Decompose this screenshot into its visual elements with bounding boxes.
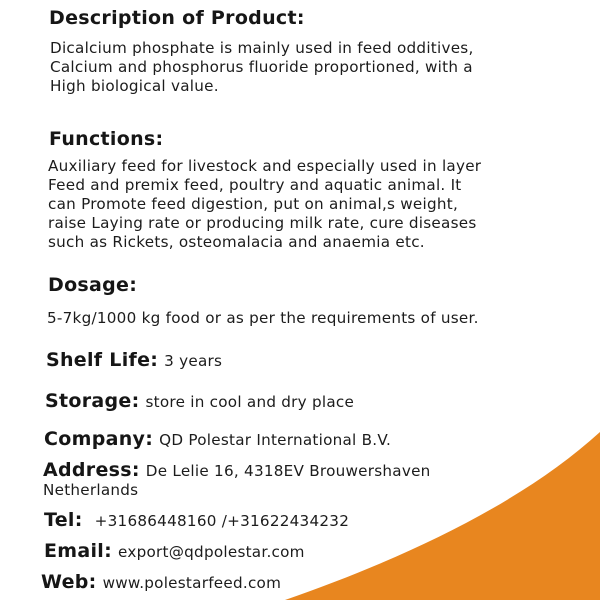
functions-line: Feed and premix feed, poultry and aquatic animal. It — [48, 176, 462, 194]
storage-row — [45, 390, 354, 412]
web-value[interactable]: www.polestarfeed.com — [102, 574, 282, 592]
shelf-life-label: Shelf Life: — [46, 349, 159, 371]
description-line: Calcium and phosphorus fluoride proportioned, with a — [50, 58, 473, 76]
functions-text — [48, 157, 481, 252]
storage-label: Storage: — [45, 390, 140, 412]
web-row — [41, 571, 281, 593]
functions-line: such as Rickets, osteomalacia and anaemia etc. — [48, 233, 425, 251]
functions-line: Auxiliary feed for livestock and especially used in layer — [48, 157, 482, 175]
functions-line: raise Laying rate or producing milk rate, cure diseases — [48, 214, 477, 232]
company-label: Company: — [44, 428, 154, 450]
email-value[interactable]: export@qdpolestar.com — [118, 543, 305, 561]
company-row — [44, 428, 391, 450]
email-row — [44, 540, 305, 562]
functions-line: can Promote feed digestion, put on animal,s weight, — [48, 195, 459, 213]
functions-heading: Functions: — [49, 128, 164, 150]
email-label: Email: — [44, 540, 113, 562]
dosage-heading: Dosage: — [48, 274, 138, 296]
web-label: Web: — [41, 571, 97, 593]
address-label: Address: — [43, 459, 140, 481]
company-value: QD Polestar International B.V. — [159, 431, 392, 449]
address-value-line2: Netherlands — [43, 481, 139, 499]
dosage-text: 5-7kg/1000 kg food or as per the requirements of user. — [47, 309, 479, 327]
address-value-line1: De Lelie 16, 4318EV Brouwershaven — [145, 462, 431, 480]
storage-value: store in cool and dry place — [145, 393, 355, 411]
shelf-life-value: 3 years — [164, 352, 223, 370]
tel-label: Tel: — [44, 509, 83, 531]
address-row — [43, 459, 431, 481]
description-line: High biological value. — [50, 77, 219, 95]
description-line: Dicalcium phosphate is mainly used in feed odditives, — [50, 39, 474, 57]
description-heading: Description of Product: — [49, 7, 305, 29]
description-text — [50, 39, 474, 96]
shelf-life-row — [46, 349, 222, 371]
tel-row — [44, 509, 349, 531]
tel-value[interactable]: +31686448160 /+31622434232 — [94, 512, 350, 530]
